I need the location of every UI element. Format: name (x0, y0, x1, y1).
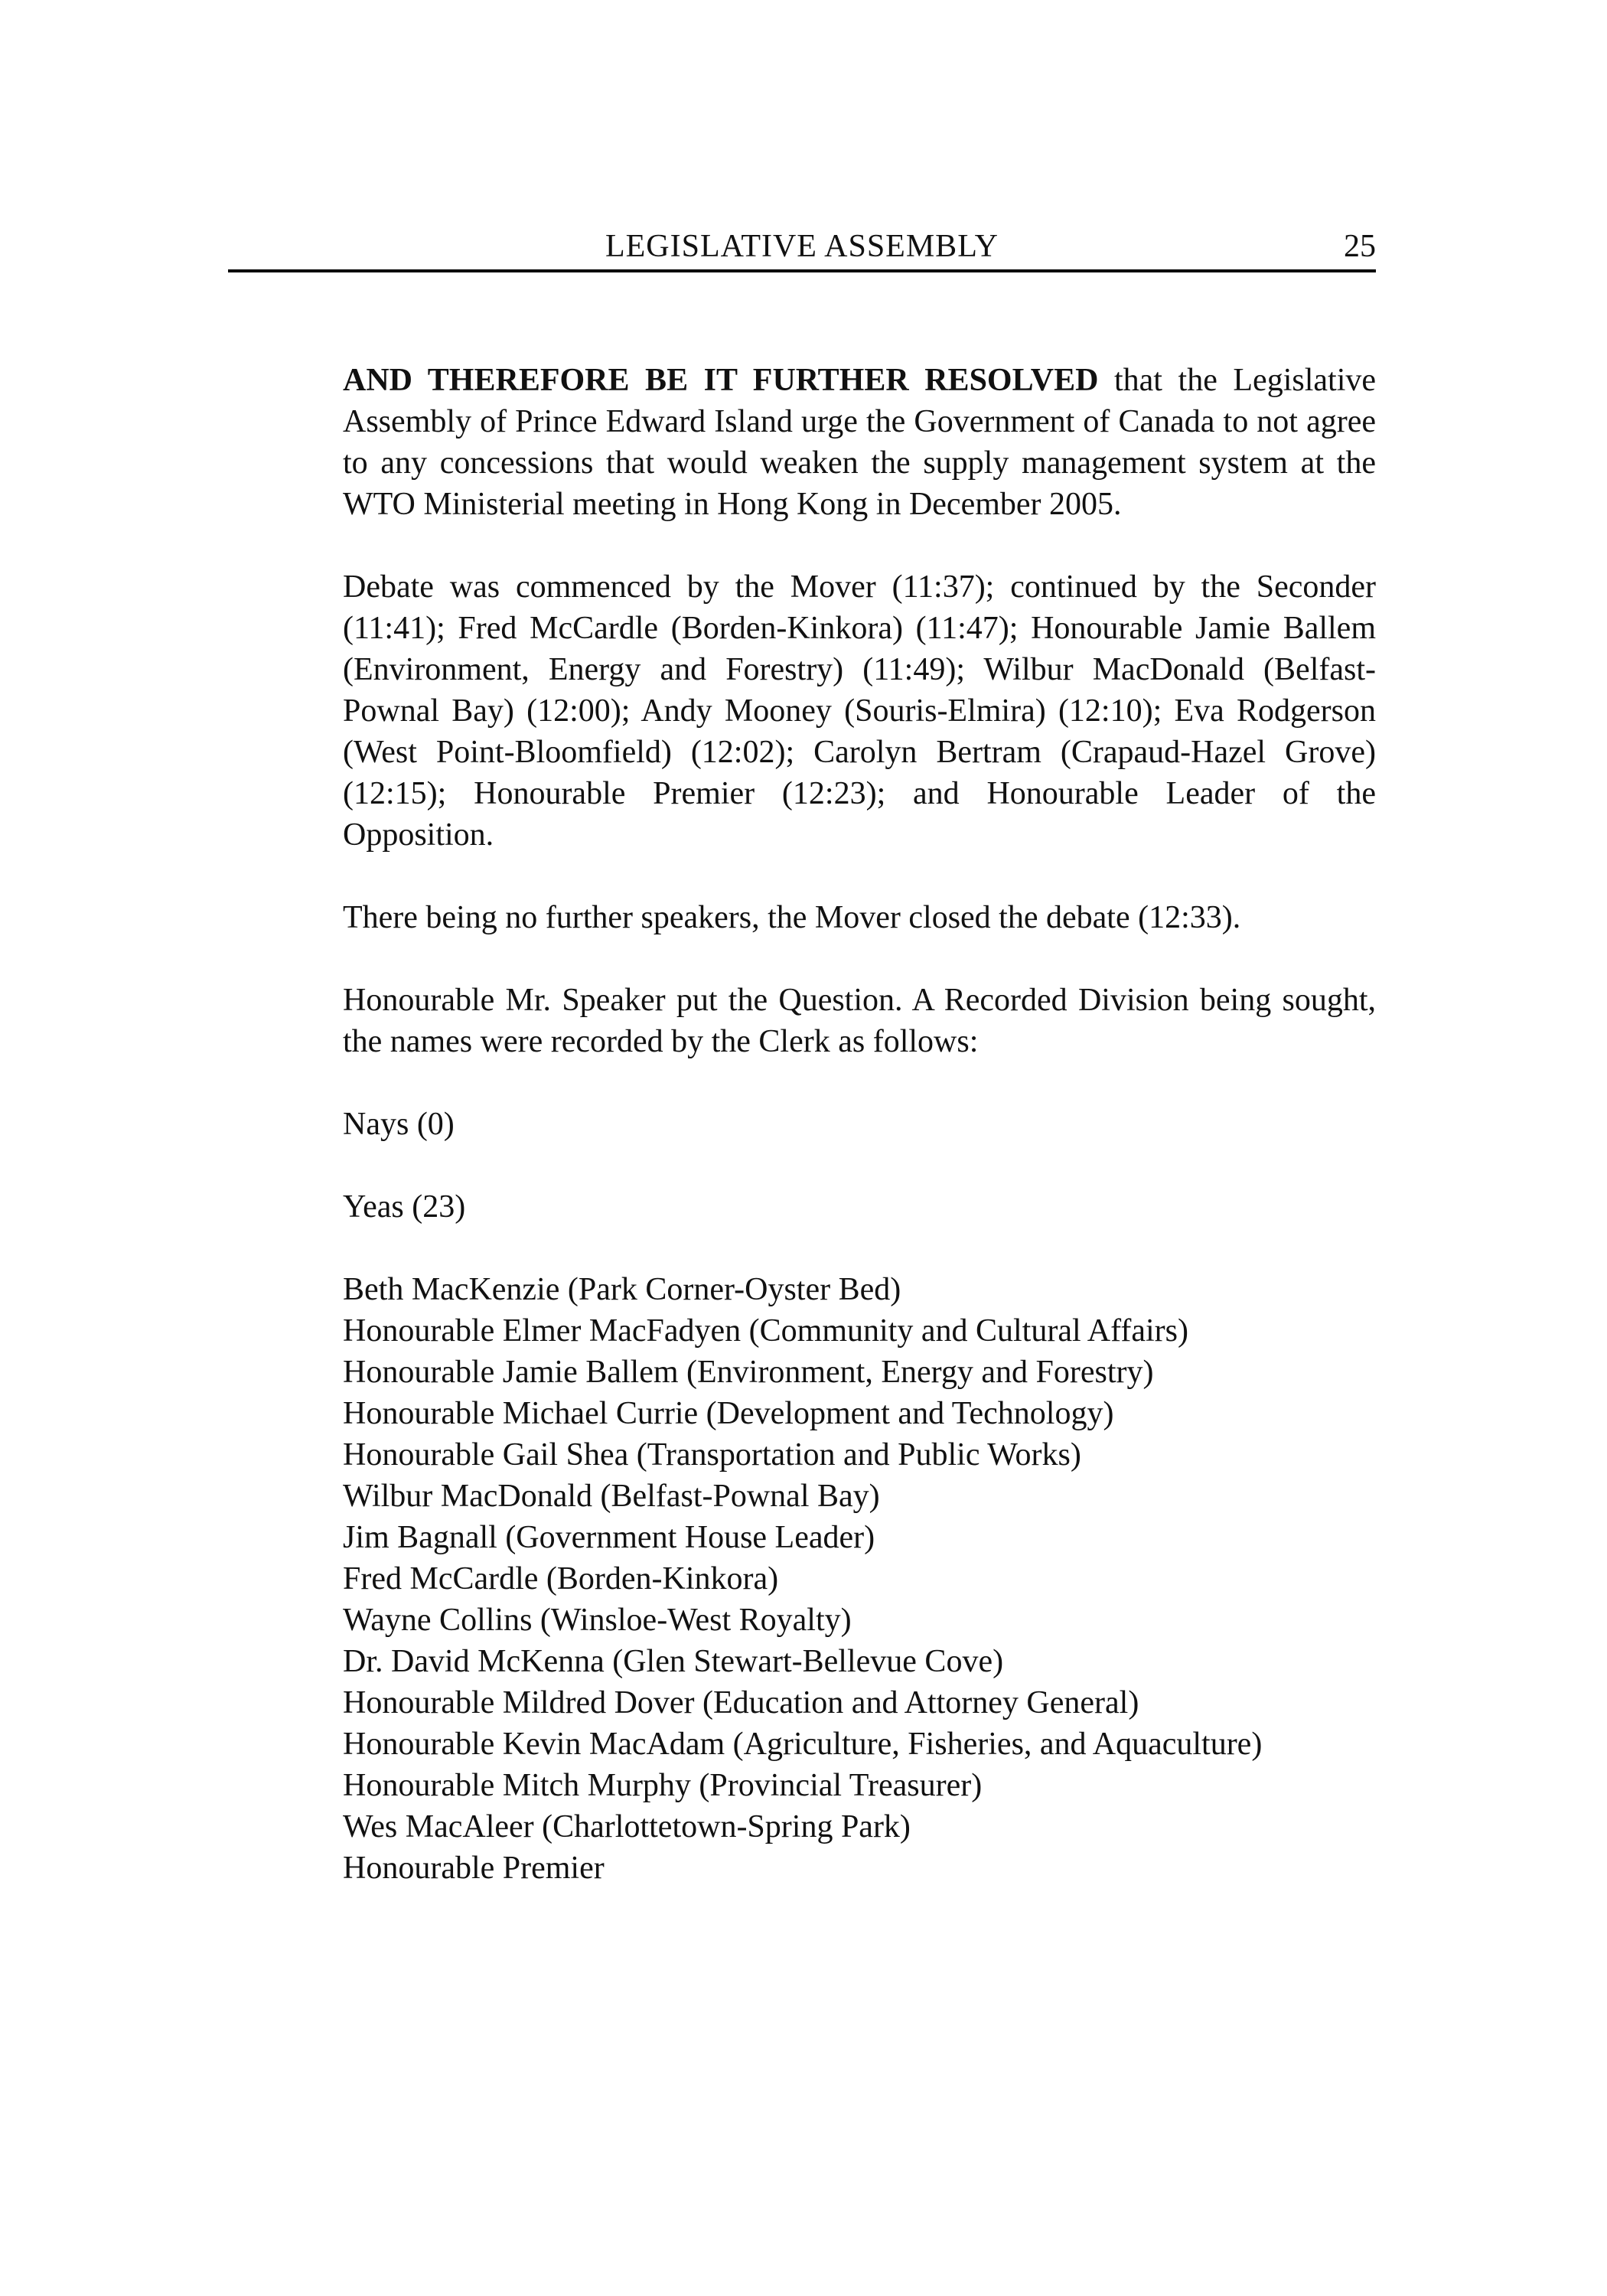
page-body (343, 360, 1376, 1889)
list-item: Wayne Collins (Winsloe-West Royalty) (343, 1603, 852, 1638)
page-header (228, 227, 1376, 272)
list-item: Fred McCardle (Borden-Kinkora) (343, 1561, 779, 1596)
list-item: Jim Bagnall (Government House Leader) (343, 1520, 875, 1555)
nays-count: Nays (0) (343, 1107, 455, 1142)
question-paragraph: Honourable Mr. Speaker put the Question. A Recorded Division being sought, the names were recorded by the Clerk as follows: (343, 983, 1376, 1059)
resolution-paragraph (343, 360, 1376, 525)
list-item: Honourable Kevin MacAdam (Agriculture, Fisheries, and Aquaculture) (343, 1727, 1263, 1762)
closing-paragraph: There being no further speakers, the Mover closed the debate (12:33). (343, 900, 1241, 935)
list-item: Honourable Mitch Murphy (Provincial Treasurer) (343, 1768, 983, 1803)
resolution-lead: AND THEREFORE BE IT FURTHER RESOLVED (343, 363, 1099, 398)
list-item: Honourable Elmer MacFadyen (Community and Cultural Affairs) (343, 1313, 1188, 1349)
list-item: Honourable Jamie Ballem (Environment, Energy and Forestry) (343, 1355, 1154, 1390)
yeas-list (343, 1269, 1376, 1889)
yeas-count: Yeas (23) (343, 1189, 466, 1225)
list-item: Honourable Michael Currie (Development and Technology) (343, 1396, 1114, 1431)
resolution-text: that the Legislative Assembly of Prince Edward Island urge the Government of Canada to not agree to any concessions that would weaken the supply management system at the WTO Ministerial meeting in Hong Kong in December 2005. (343, 363, 1376, 522)
list-item: Honourable Mildred Dover (Education and Attorney General) (343, 1685, 1139, 1720)
list-item: Dr. David McKenna (Glen Stewart-Bellevue Cove) (343, 1644, 1004, 1679)
debate-paragraph: Debate was commenced by the Mover (11:37); continued by the Seconder (11:41); Fred McCardle (Borden-Kinkora) (11:47); Honourable Jamie Ballem (Environment, Energy and Forestry) (11:49); Wilbur MacDonald (Belfast-Pownal Bay) (12:00); Andy Mooney (Souris-Elmira) (12:10); Eva Rodgerson (West Point-Bloomfield) (12:02); Carolyn Bertram (Crapaud-Hazel Grove) (12:15); Honourable Premier (12:23); and Honourable Leader of the Opposition. (343, 569, 1376, 853)
list-item: Honourable Gail Shea (Transportation and Public Works) (343, 1437, 1081, 1473)
page-number: 25 (1344, 229, 1376, 264)
list-item: Honourable Premier (343, 1851, 605, 1886)
list-item: Beth MacKenzie (Park Corner-Oyster Bed) (343, 1272, 901, 1307)
list-item: Wilbur MacDonald (Belfast-Pownal Bay) (343, 1479, 880, 1514)
header-title: LEGISLATIVE ASSEMBLY (605, 229, 999, 264)
list-item: Wes MacAleer (Charlottetown-Spring Park) (343, 1809, 911, 1844)
